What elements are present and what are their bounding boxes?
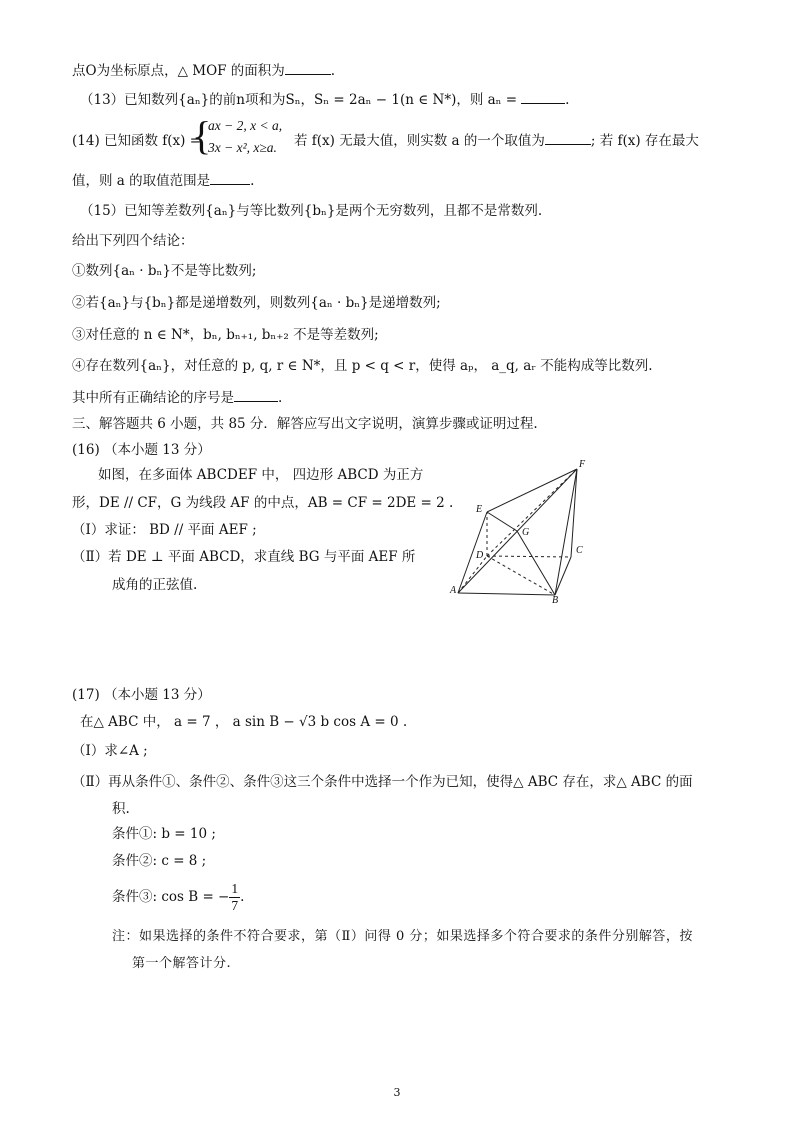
segment-DF xyxy=(487,469,577,556)
label-E: E xyxy=(476,504,483,515)
answer-blank xyxy=(545,130,591,145)
edge-AB xyxy=(458,593,555,595)
fraction: $\frac{1}{7}$ xyxy=(231,881,239,913)
question-17-heading: (17) （本小题 13 分） xyxy=(72,687,211,703)
edge-BC xyxy=(555,557,571,595)
edge-CF xyxy=(571,469,577,557)
segment-EG xyxy=(487,512,517,531)
answer-blank xyxy=(234,387,278,402)
note-line-2: 第一个解答计分. xyxy=(132,956,232,971)
question-17-part-ii: （Ⅱ）再从条件①、条件②、条件③这三个条件中选择一个作为已知，使得△ ABC 存在，求△ ABC 的面 xyxy=(72,774,693,790)
line-mof-area: 点O为坐标原点，△ MOF 的面积为 . xyxy=(72,60,335,80)
conclusion-2: ②若{aₙ}与{bₙ}都是递增数列，则数列{aₙ · bₙ}是递增数列; xyxy=(72,295,441,311)
polyhedron-figure xyxy=(440,455,600,605)
edge-DC xyxy=(487,556,571,557)
label-D: D xyxy=(476,550,484,561)
brace-symbol: { xyxy=(192,113,212,158)
condition-1: 条件①: b = 10 ; xyxy=(112,826,216,842)
question-16-text-b: 形，DE // CF，G 为线段 AF 的中点，AB = CF = 2DE = 2 . xyxy=(72,495,454,511)
answer-blank xyxy=(285,60,331,75)
question-14-cont: 值，则 a 的取值范围是 . xyxy=(72,170,254,190)
question-16-heading: (16) （本小题 13 分） xyxy=(72,442,211,458)
q14-case-2: 3x − x², x≥a. xyxy=(208,140,277,155)
conclusion-3: ③对任意的 n ∈ N*，bₙ, bₙ₊₁, bₙ₊₂ 不是等差数列; xyxy=(72,327,379,343)
correct-answers-line: 其中所有正确结论的序号是 . xyxy=(72,387,282,407)
q14-case-1: ax − 2, x < a, xyxy=(208,118,283,133)
segment-BG xyxy=(517,531,555,595)
answer-blank xyxy=(521,89,565,104)
question-17-part-i: （Ⅰ）求∠A ; xyxy=(72,743,148,759)
answer-blank xyxy=(210,170,250,185)
condition-3: 条件③: cos B = − $\frac{1}{7}$ . xyxy=(112,881,245,913)
edge-EF xyxy=(487,469,577,512)
q14-text: 若 f(x) 无最大值，则实数 a 的一个取值为 ; 若 f(x) 存在最大 xyxy=(294,129,699,149)
question-16-part-ii: （Ⅱ）若 DE ⊥ 平面 ABCD，求直线 BG 与平面 AEF 所 xyxy=(72,549,416,565)
label-F: F xyxy=(579,459,586,470)
question-17-part-ii-cont: 积. xyxy=(112,801,130,817)
label-G: G xyxy=(522,527,530,538)
label-B: B xyxy=(552,595,559,605)
note-line-1: 注：如果选择的条件不符合要求，第（Ⅱ）问得 0 分；如果选择多个符合要求的条件分别解答，按 xyxy=(112,929,693,944)
question-13: （13）已知数列{aₙ}的前n项和为Sₙ，Sₙ = 2aₙ − 1(n ∈ N*)，则 aₙ = . xyxy=(80,89,569,109)
condition-2: 条件②: c = 8 ; xyxy=(112,853,207,869)
question-15: （15）已知等差数列{aₙ}与等比数列{bₙ}是两个无穷数列，且都不是常数列. xyxy=(80,203,543,219)
given-conclusions: 给出下列四个结论： xyxy=(72,233,194,249)
question-16-part-ii-cont: 成角的正弦值. xyxy=(112,577,198,593)
conclusion-4: ④存在数列{aₙ}，对任意的 p, q, r ∈ N*，且 p < q < r，使得 aₚ， a_q, aᵣ 不能构成等比数列. xyxy=(72,358,653,374)
conclusion-1: ①数列{aₙ · bₙ}不是等比数列; xyxy=(72,263,257,279)
question-16-part-i: （Ⅰ）求证： BD // 平面 AEF ; xyxy=(72,522,257,538)
page-number: 3 xyxy=(393,1086,401,1099)
q14-prefix: (14) 已知函数 f(x) = xyxy=(72,133,202,149)
label-A: A xyxy=(450,585,457,596)
section-3-heading: 三、解答题共 6 小题，共 85 分．解答应写出文字说明，演算步骤或证明过程. xyxy=(72,416,538,432)
edge-AD xyxy=(458,556,487,593)
diagonal-BD xyxy=(487,556,555,595)
question-16-text-a: 如图，在多面体 ABCDEF 中， 四边形 ABCD 为正方 xyxy=(98,467,424,483)
label-C: C xyxy=(576,545,583,556)
question-17-text: 在△ ABC 中， a = 7 ， a sin B − √3 b cos A = 0 . xyxy=(80,714,408,730)
